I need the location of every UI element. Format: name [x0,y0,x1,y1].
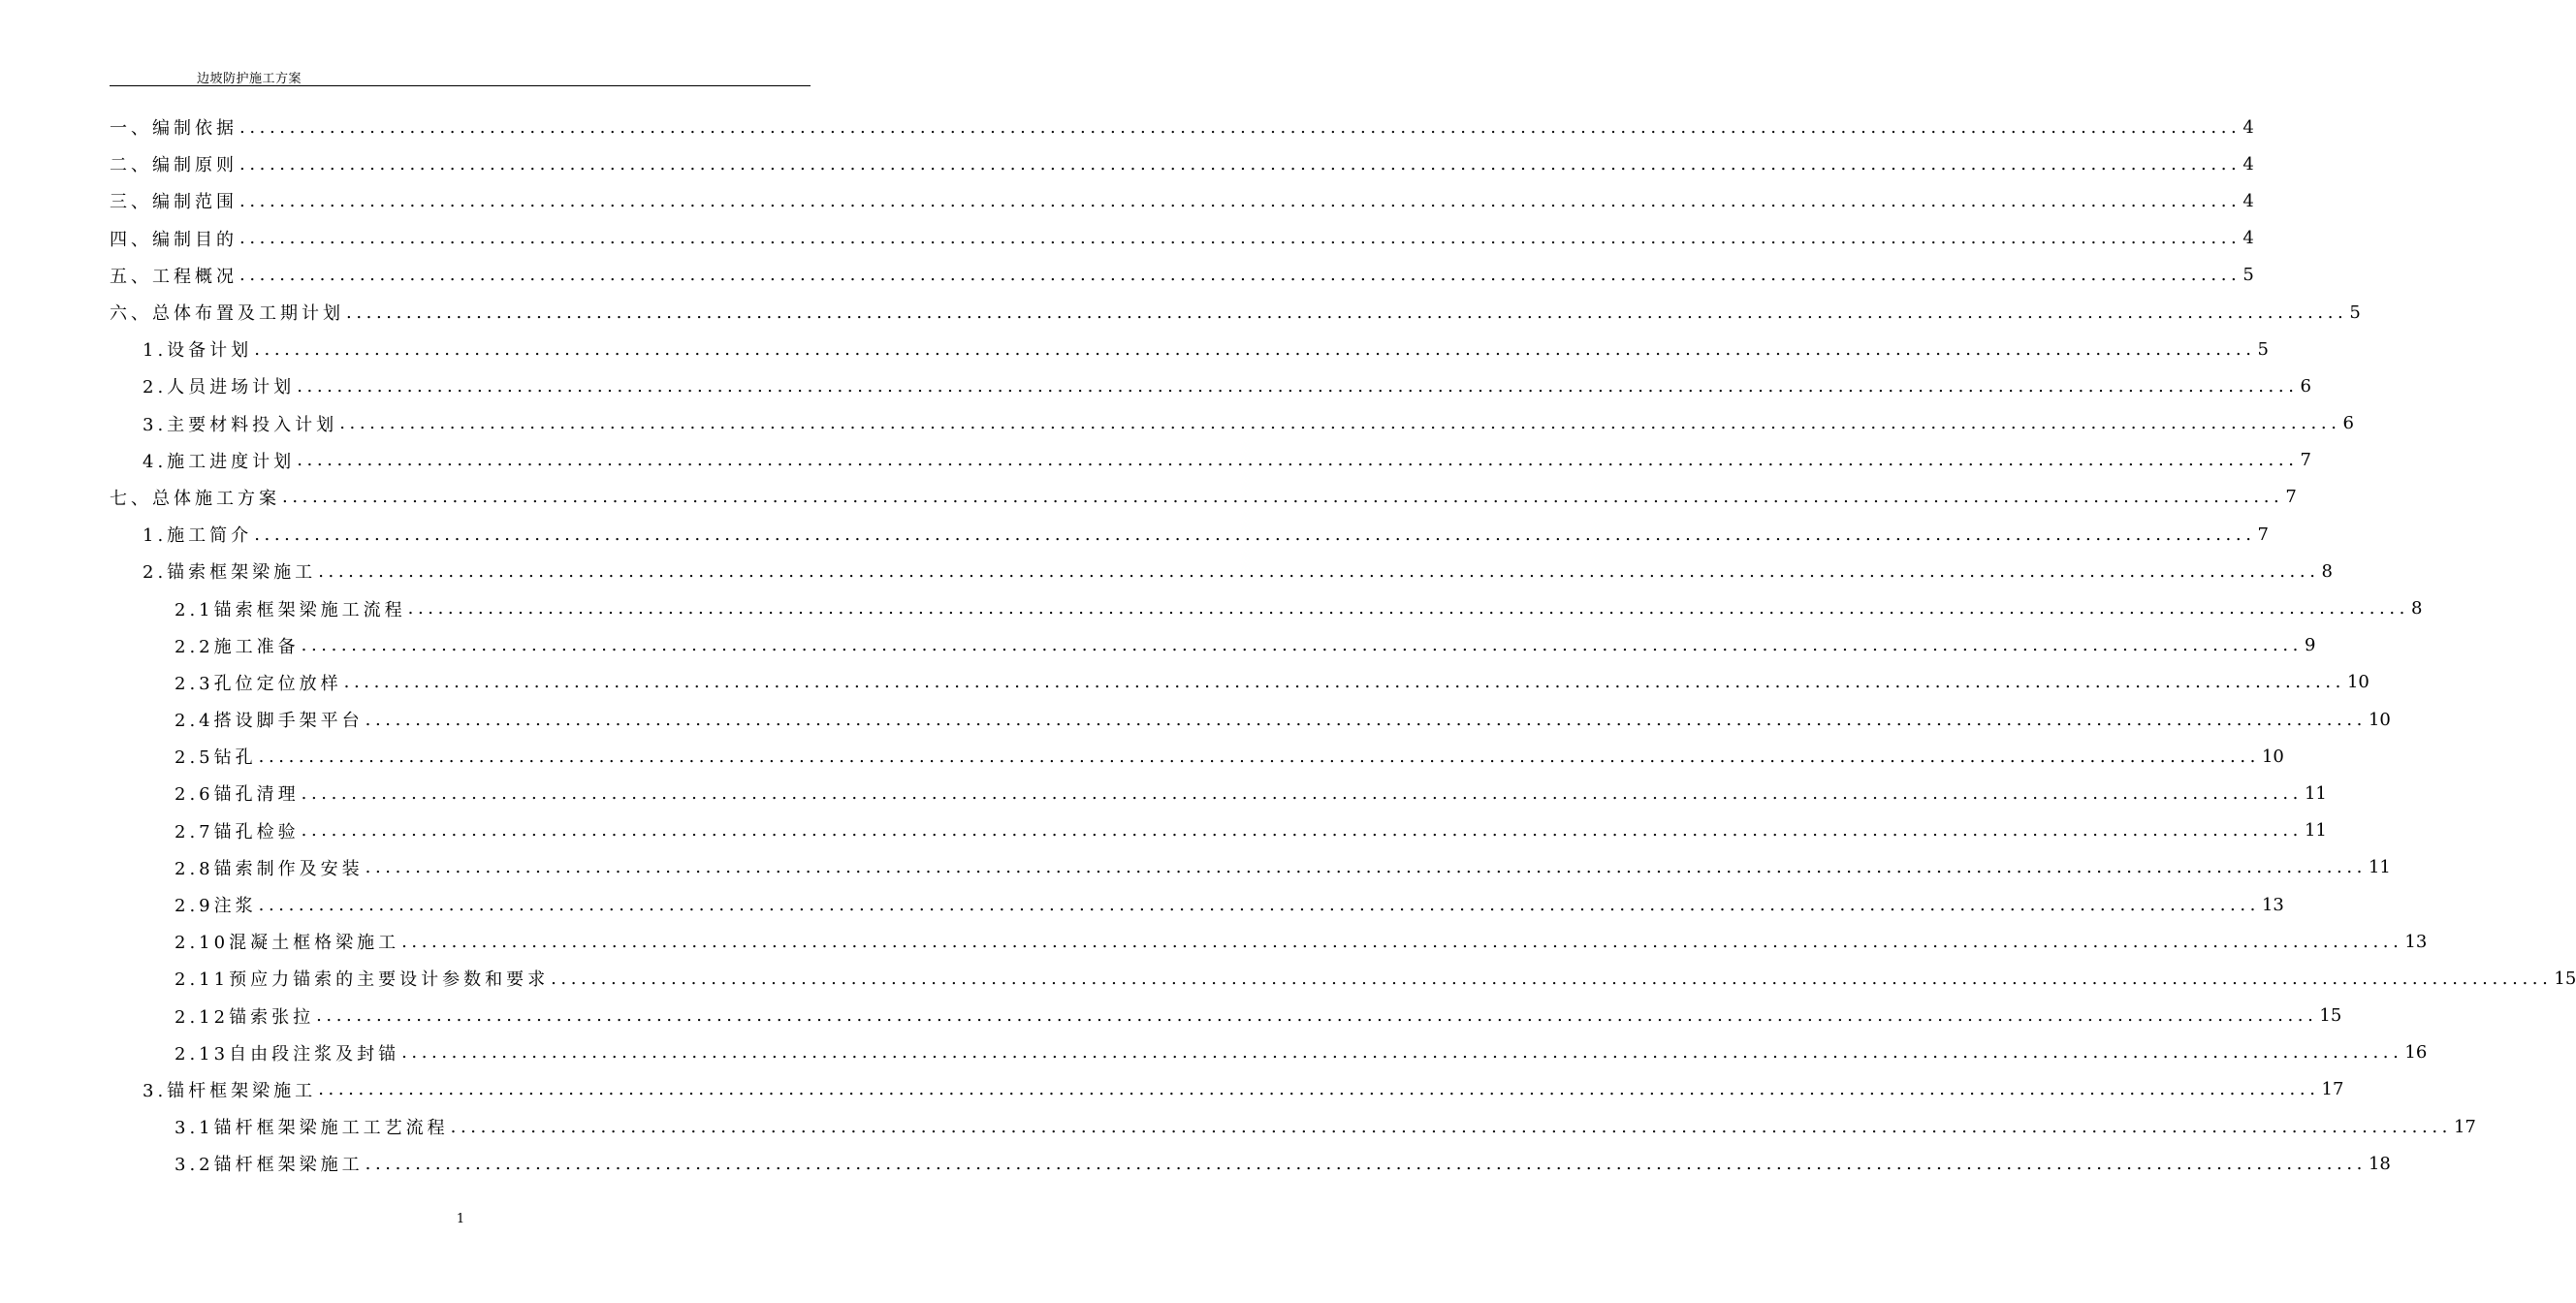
toc-entry-title: 3.锚杆框架梁施工 [143,1080,317,1101]
toc-entry-page: 10 [2368,709,2391,730]
toc-entry-title: 1.施工简介 [143,525,253,547]
toc-entry[interactable] [110,109,2254,145]
toc-dot-leader: ........................................................................................................................................................................................................ [239,116,2242,138]
toc-entry-title: 四、编制目的 [110,229,238,250]
toc-entry-title: 2.4搭设脚手架平台 [175,711,364,732]
toc-entry[interactable] [110,960,2576,997]
toc-entry-page: 4 [2242,116,2254,138]
toc-entry[interactable] [110,738,2284,775]
toc-entry[interactable] [110,257,2254,294]
toc-dot-leader: ........................................................................................................................................................................................................ [407,598,2409,620]
toc-entry[interactable] [110,479,2297,516]
toc-entry[interactable] [110,701,2391,738]
toc-entry-title: 3.主要材料投入计划 [143,414,338,435]
toc-entry[interactable] [110,627,2316,664]
toc-dot-leader: ........................................................................................................................................................................................................ [258,894,2260,915]
toc-entry-page: 15 [2554,968,2576,989]
toc-dot-leader: ........................................................................................................................................................................................................ [343,672,2345,693]
toc-entry-page: 10 [2346,672,2369,693]
toc-dot-leader: ........................................................................................................................................................................................................ [316,1005,2318,1027]
toc-entry-page: 4 [2242,190,2254,211]
toc-dot-leader: ........................................................................................................................................................................................................ [318,1079,2320,1100]
toc-entry-page: 9 [2304,635,2316,656]
toc-dot-leader: ........................................................................................................................................................................................................ [365,1153,2367,1174]
toc-entry-title: 2.5钻孔 [175,747,257,769]
toc-dot-leader: ........................................................................................................................................................................................................ [365,857,2367,878]
toc-entry[interactable] [110,145,2254,182]
toc-dot-leader: ........................................................................................................................................................................................................ [401,1042,2403,1064]
toc-dot-leader: ........................................................................................................................................................................................................ [297,375,2299,397]
toc-entry[interactable] [110,812,2327,849]
toc-dot-leader: ........................................................................................................................................................................................................ [239,153,2242,175]
toc-entry[interactable] [110,516,2269,553]
toc-entry-page: 4 [2242,228,2254,249]
toc-entry-title: 2.11预应力锚索的主要设计参数和要求 [175,969,550,991]
toc-dot-leader: ........................................................................................................................................................................................................ [339,413,2341,434]
toc-entry-title: 2.6锚孔清理 [175,784,300,806]
toc-entry-page: 7 [2285,487,2297,508]
toc-entry-page: 7 [2300,450,2311,471]
toc-entry-page: 10 [2261,746,2284,767]
page-number: 1 [456,1212,465,1226]
toc-entry-page: 13 [2404,931,2428,952]
toc-dot-leader: ........................................................................................................................................................................................................ [301,782,2303,804]
toc-dot-leader: ........................................................................................................................................................................................................ [258,746,2260,767]
toc-entry-title: 三、编制范围 [110,192,238,213]
toc-entry[interactable] [110,886,2284,923]
toc-dot-leader: ........................................................................................................................................................................................................ [346,302,2348,323]
toc-entry-page: 17 [2453,1116,2476,1137]
toc-dot-leader: ........................................................................................................................................................................................................ [301,635,2303,656]
toc-entry-page: 18 [2368,1153,2391,1174]
toc-entry-page: 5 [2349,302,2361,323]
toc-dot-leader: ........................................................................................................................................................................................................ [239,265,2242,286]
toc-dot-leader: ........................................................................................................................................................................................................ [239,228,2242,249]
toc-entry[interactable] [110,405,2354,442]
toc-entry-page: 11 [2304,782,2327,804]
toc-entry[interactable] [110,1071,2344,1108]
toc-entry[interactable] [110,182,2254,219]
toc-entry-title: 2.2施工准备 [175,636,300,657]
toc-entry-title: 3.2锚杆框架梁施工 [175,1155,364,1176]
toc-entry[interactable] [110,1108,2476,1145]
toc-entry[interactable] [110,775,2327,811]
toc-entry-page: 4 [2242,153,2254,175]
toc-entry-title: 2.1锚索框架梁施工流程 [175,599,406,620]
toc-entry-title: 2.9注浆 [175,896,257,917]
toc-entry-title: 2.10混凝土框格梁施工 [175,933,400,954]
toc-dot-leader: ........................................................................................................................................................................................................ [254,338,2256,360]
toc-entry[interactable] [110,442,2311,479]
toc-dot-leader: ........................................................................................................................................................................................................ [318,560,2320,582]
toc-entry-title: 1.设备计划 [143,340,253,362]
toc-dot-leader: ........................................................................................................................................................................................................ [365,709,2367,730]
toc-entry-title: 3.1锚杆框架梁施工工艺流程 [175,1118,449,1139]
page-header [110,66,811,86]
toc-entry[interactable] [110,998,2342,1034]
toc-entry-page: 6 [2300,375,2311,397]
toc-entry-page: 11 [2304,820,2327,842]
toc-entry[interactable] [110,849,2391,886]
toc-entry-page: 6 [2342,413,2354,434]
toc-entry[interactable] [110,589,2423,626]
toc-entry-page: 11 [2368,857,2391,878]
toc-entry[interactable] [110,1034,2428,1071]
toc-entry-page: 5 [2242,265,2254,286]
toc-entry-title: 4.施工进度计划 [143,451,296,472]
toc-entry[interactable] [110,220,2254,257]
toc-entry[interactable] [110,331,2269,367]
toc-entry-page: 16 [2404,1042,2428,1064]
toc-entry-title: 2.3孔位定位放样 [175,673,342,694]
toc-entry-title: 七、总体施工方案 [110,488,280,509]
toc-dot-leader: ........................................................................................................................................................................................................ [297,450,2299,471]
toc-entry-title: 五、工程概况 [110,266,238,287]
toc-entry-page: 17 [2321,1079,2344,1100]
toc-entry[interactable] [110,664,2369,701]
table-of-contents [110,109,2576,1182]
toc-entry[interactable] [110,1145,2391,1182]
toc-entry-page: 13 [2261,894,2284,915]
toc-dot-leader: ........................................................................................................................................................................................................ [301,820,2303,842]
toc-dot-leader: ........................................................................................................................................................................................................ [551,968,2553,989]
toc-entry-page: 8 [2321,560,2333,582]
header-title: 边坡防护施工方案 [197,72,302,86]
toc-entry-page: 7 [2257,524,2269,545]
toc-dot-leader: ........................................................................................................................................................................................................ [282,487,2284,508]
toc-entry[interactable] [110,923,2428,960]
toc-entry-page: 15 [2319,1005,2342,1027]
toc-entry-page: 5 [2257,338,2269,360]
toc-entry[interactable] [110,294,2361,331]
toc-entry-title: 2.人员进场计划 [143,377,296,398]
toc-entry-page: 8 [2410,598,2423,620]
toc-entry-title: 2.12锚索张拉 [175,1006,315,1028]
toc-entry-title: 2.锚索框架梁施工 [143,562,317,584]
toc-entry-title: 一、编制依据 [110,118,238,140]
toc-dot-leader: ........................................................................................................................................................................................................ [450,1116,2452,1137]
toc-dot-leader: ........................................................................................................................................................................................................ [254,524,2256,545]
toc-entry[interactable] [110,367,2311,404]
toc-entry-title: 六、总体布置及工期计划 [110,303,344,325]
toc-dot-leader: ........................................................................................................................................................................................................ [401,931,2403,952]
toc-dot-leader: ........................................................................................................................................................................................................ [239,190,2242,211]
toc-entry-title: 二、编制原则 [110,155,238,176]
toc-entry-title: 2.8锚索制作及安装 [175,858,364,879]
toc-entry[interactable] [110,553,2333,589]
toc-entry-title: 2.7锚孔检验 [175,821,300,842]
toc-entry-title: 2.13自由段注浆及封锚 [175,1043,400,1065]
